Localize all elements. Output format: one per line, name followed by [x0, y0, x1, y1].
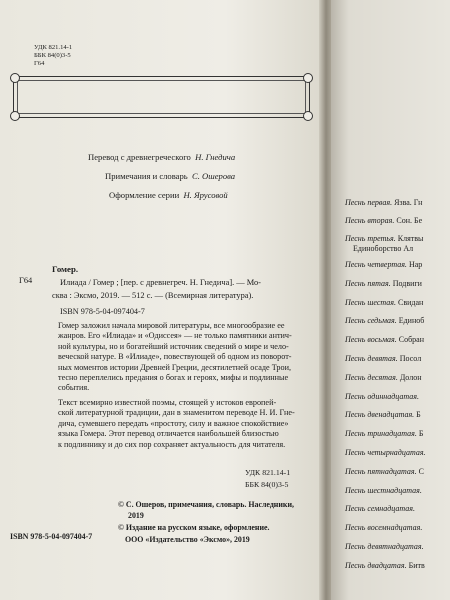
author-code: Г64	[19, 276, 33, 285]
toc-line: Единоборство Ал	[353, 244, 414, 253]
bib-line-1: Илиада / Гомер ; [пер. с древнегреч. Н. Гнедича]. — Мо-	[60, 278, 261, 287]
translation-prefix: Перевод с древнегреческого	[88, 152, 191, 162]
author: Гомер.	[52, 264, 79, 274]
notes-name: С. Ошерова	[192, 171, 236, 181]
design-prefix: Оформление серии	[109, 190, 180, 200]
ornament-corner-icon	[303, 111, 313, 121]
ornamental-frame	[13, 76, 310, 118]
right-page	[331, 0, 450, 600]
copyright-2: © Издание на русском языке, оформление.	[118, 523, 270, 532]
design-credit	[109, 190, 228, 200]
para1-line: ных моментов истории Древней Греции, десятилетней осаде Трои,	[58, 362, 292, 372]
para1-line: жанров. Его «Илиада» и «Одиссея» — не только памятники антич-	[58, 331, 292, 341]
toc-line: Песнь шестая. Свидан	[345, 298, 424, 307]
bbk-bottom: ББК 84(0)3-5	[245, 480, 289, 489]
para1-line: события.	[58, 383, 90, 393]
toc-line: Песнь восьмая. Собран	[345, 335, 425, 344]
isbn-bottom: ISBN 978-5-04-097404-7	[10, 532, 93, 541]
toc-line: Песнь пятая. Подвиги	[345, 279, 422, 288]
para2-line: языка Гомера. Этот перевод отличается наибольшей близостью	[58, 429, 279, 439]
ornament-corner-icon	[10, 73, 20, 83]
toc-line: Песнь двенадцатая. Б	[345, 410, 421, 419]
notes-prefix: Примечания и словарь	[105, 171, 188, 181]
bbk-top: ББК 84(0)3-5	[34, 52, 71, 59]
para1-line: Гомер заложил начала мировой литературы, все многообразие ее	[58, 321, 285, 330]
translation-credit	[88, 152, 235, 162]
ornament-corner-icon	[303, 73, 313, 83]
para2-line: ской литературной традиции, дан в знаменитом переводе Н. И. Гне-	[58, 408, 295, 418]
copyright-3: ООО «Издательство «Эксмо», 2019	[125, 535, 250, 544]
toc-line: Песнь вторая. Сон. Бе	[345, 216, 423, 225]
annotation-paragraph-2	[58, 398, 295, 450]
udk-bottom: УДК 821.14-1	[245, 468, 291, 477]
para1-line: ной культуры, но и богатейший источник сведений о мире и чело-	[58, 341, 289, 351]
toc-line: Песнь третья. Клятвы	[345, 234, 424, 243]
translation-name: Н. Гнедича	[195, 152, 236, 162]
code-top: Г64	[34, 60, 45, 67]
design-name: Н. Ярусовой	[183, 190, 228, 200]
copyright-1-line-1: © С. Ошеров, примечания, словарь. Наследники,	[118, 500, 294, 509]
toc-line: Песнь двадцатая. Битв	[345, 561, 425, 570]
toc-line: Песнь девятая. Посол	[345, 354, 422, 363]
toc-line: Песнь шестнадцатая.	[345, 486, 422, 495]
toc-line: Песнь четырнадцатая.	[345, 448, 426, 457]
udk-top: УДК 821.14-1	[34, 44, 73, 51]
bib-line-2: сква : Эксмо, 2019. — 512 с. — (Всемирная литература).	[52, 291, 254, 300]
para1-line: тесно переплелись предания о богах и героях, мифы и подлинные	[58, 373, 289, 383]
toc-line: Песнь четвертая. Нар	[345, 260, 423, 269]
annotation-paragraph-1	[58, 321, 292, 394]
copyright-1-line-2: 2019	[128, 511, 144, 520]
isbn-line: ISBN 978-5-04-097404-7	[60, 307, 145, 316]
toc-line: Песнь девятнадцатая.	[345, 542, 424, 551]
para2-line: Текст всемирно известной поэмы, стоящей у истоков европей-	[58, 398, 277, 407]
toc-line: Песнь первая. Язва. Гн	[345, 198, 423, 207]
toc-line: Песнь пятнадцатая. С	[345, 467, 424, 476]
toc-line: Песнь десятая. Долон	[345, 373, 422, 382]
toc-line: Песнь тринадцатая. Б	[345, 429, 424, 438]
para2-line: дича, сумевшего передать «простоту, силу и важное спокойствие»	[58, 418, 289, 428]
para1-line: веческой натуре. В «Илиаде», повествующей об одном из поворот-	[58, 352, 292, 362]
notes-credit	[105, 171, 235, 181]
para2-line: к подлиннику и до сих пор сохраняет актуальность для читателя.	[58, 439, 286, 449]
toc-line: Песнь седьмая. Единоб	[345, 316, 425, 325]
toc-line: Песнь восемнадцатая.	[345, 523, 423, 532]
toc-line: Песнь семнадцатая.	[345, 504, 415, 513]
ornament-corner-icon	[10, 111, 20, 121]
toc-line: Песнь одиннадцатая.	[345, 392, 419, 401]
